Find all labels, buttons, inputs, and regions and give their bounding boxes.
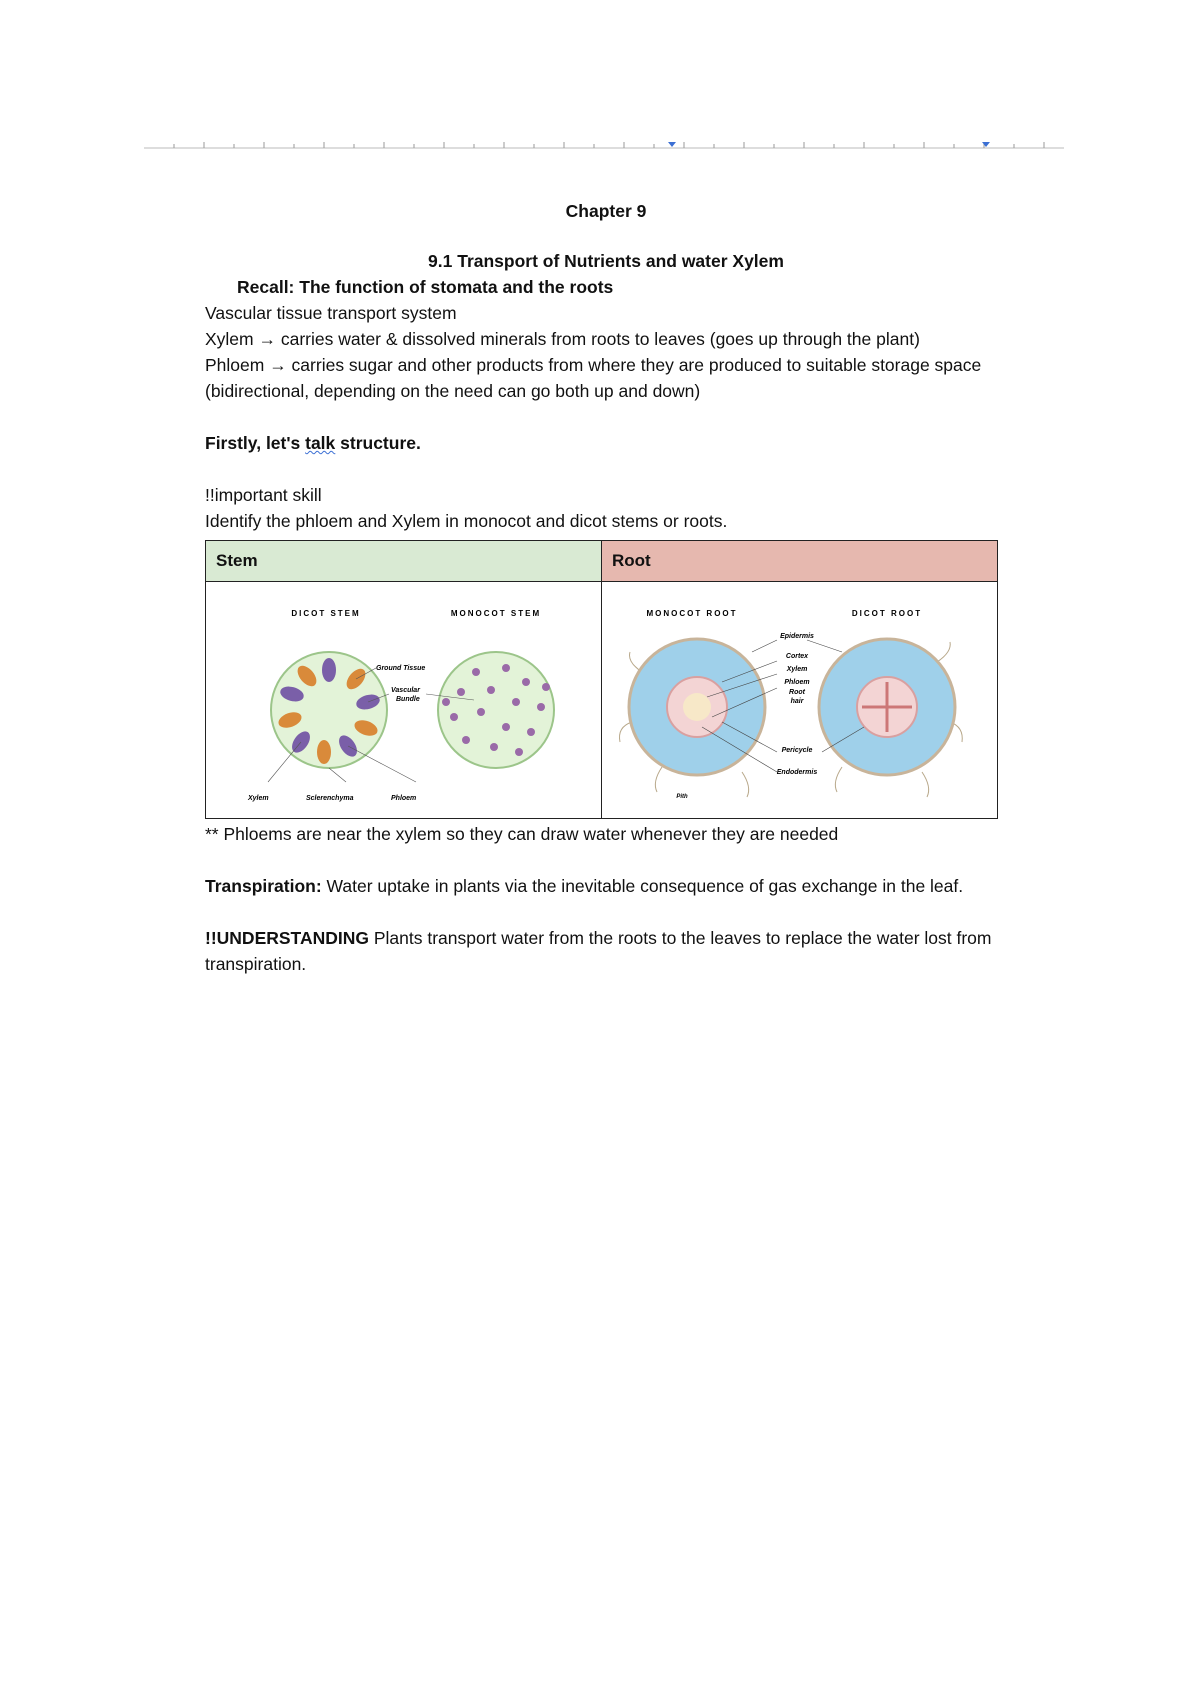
section-title: 9.1 Transport of Nutrients and water Xylem bbox=[428, 251, 784, 271]
text-line: Xylem → carries water & dissolved minerals from roots to leaves (goes up through the plant) bbox=[205, 329, 920, 349]
chapter-title: Chapter 9 bbox=[565, 201, 647, 221]
text-line: Phloem → carries sugar and other products from where they are produced to suitable storage space (bidirectional, depending on the need can go both up and down) bbox=[205, 355, 982, 401]
pith-label: Pith bbox=[676, 794, 688, 800]
root-figure-cell bbox=[602, 582, 998, 819]
stem-cross-section-figure[interactable] bbox=[206, 582, 601, 818]
endodermis-label: Endodermis bbox=[776, 769, 818, 776]
phloem-label: Phloem bbox=[391, 795, 417, 802]
phloem-label: Phloem bbox=[784, 679, 810, 686]
understanding-text: Plants transport water from the roots to the leaves to replace the water lost from transpiration. bbox=[205, 928, 992, 974]
recall-line: Recall: The function of stomata and the roots bbox=[237, 277, 614, 297]
transpiration-paragraph bbox=[205, 873, 997, 899]
bundle-label: Bundle bbox=[396, 696, 420, 703]
transpiration-label: Transpiration: bbox=[205, 876, 322, 896]
epidermis-label: Epidermis bbox=[780, 633, 814, 640]
left-indent-marker bbox=[668, 142, 676, 147]
ruler[interactable] bbox=[144, 138, 1064, 152]
understanding-paragraph bbox=[205, 925, 997, 977]
transpiration-text: Water uptake in plants via the inevitable consequence of gas exchange in the leaf. bbox=[321, 876, 964, 896]
right-indent-marker bbox=[982, 142, 990, 147]
vascular-label: Vascular bbox=[391, 687, 420, 694]
root-cross-section-figure[interactable] bbox=[602, 582, 997, 818]
document-body[interactable] bbox=[205, 190, 997, 977]
xylem-label: Xylem bbox=[786, 666, 808, 673]
stem-root-table bbox=[205, 540, 998, 819]
xylem-label: Xylem bbox=[248, 795, 269, 802]
understanding-label: !!UNDERSTANDING bbox=[205, 928, 369, 948]
cortex-label: Cortex bbox=[785, 653, 809, 660]
root-hair-label: Root bbox=[789, 689, 805, 696]
root-hair-label: hair bbox=[790, 698, 804, 705]
ground-tissue-label: Ground Tissue bbox=[376, 665, 426, 672]
sclerenchyma-label: Sclerenchyma bbox=[306, 795, 354, 802]
dicot-root-title: DICOT ROOT bbox=[851, 609, 923, 618]
stem-figure-cell bbox=[206, 582, 602, 819]
pericycle-label: Pericycle bbox=[781, 747, 813, 754]
structure-heading: Firstly, let's talk structure. bbox=[205, 433, 421, 453]
monocot-stem-circle bbox=[438, 652, 554, 768]
spellcheck-word[interactable]: talk bbox=[305, 433, 336, 453]
text-line: Vascular tissue transport system bbox=[205, 303, 457, 323]
phloem-note: ** Phloems are near the xylem so they can draw water whenever they are needed bbox=[205, 824, 839, 844]
monocot-stem-title: MONOCOT STEM bbox=[450, 609, 542, 618]
identify-instruction: Identify the phloem and Xylem in monocot and dicot stems or roots. bbox=[205, 511, 728, 531]
table-header-stem: Stem bbox=[206, 541, 602, 582]
monocot-root-title: MONOCOT ROOT bbox=[646, 609, 738, 618]
dicot-stem-title: DICOT STEM bbox=[291, 609, 361, 618]
important-skill: !!important skill bbox=[205, 485, 322, 505]
table-header-root: Root bbox=[602, 541, 998, 582]
